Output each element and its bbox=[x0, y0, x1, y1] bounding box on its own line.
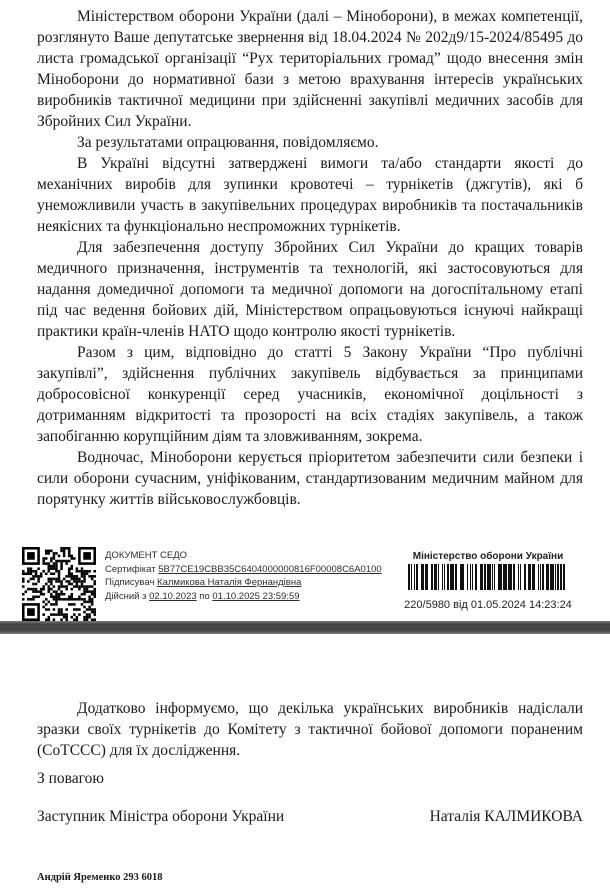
valid-mid-label: по bbox=[199, 590, 210, 602]
sedo-signature-stamp bbox=[22, 547, 382, 621]
sedo-validity-line bbox=[105, 590, 382, 604]
barcode-icon bbox=[378, 564, 598, 595]
paragraph-3: В Україні відсутні затверджені вимоги та/або стандарти якості до механічних виробів для зупинки кровотечі – турнікетів (джгутів), які б унеможливили участь в закупівельних процедурах виробників та постачальників неякісних та функціонально неспроможних турнікетів. bbox=[37, 155, 583, 235]
letter-body bbox=[37, 6, 583, 510]
closing-salutation: З повагою bbox=[37, 770, 104, 787]
executor-contact: Андрій Яременко 293 6018 bbox=[37, 872, 163, 883]
certificate-label: Сертифікат bbox=[105, 563, 156, 575]
signer-value: Калмикова Наталія Фернандівна bbox=[157, 577, 302, 588]
separator-bar bbox=[0, 621, 610, 634]
additional-paragraph: Додатково інформуємо, що декілька українських виробників надіслали зразки своїх турнікетів до Комітету з тактичної бойової допомоги пораненим (CoTCCC) для їх дослідження. bbox=[37, 700, 583, 759]
signer-position: Заступник Міністра оборони України bbox=[37, 808, 285, 825]
qr-code-icon bbox=[22, 547, 96, 621]
signature-row bbox=[37, 808, 583, 826]
valid-to: 01.10.2025 23:59:59 bbox=[212, 590, 300, 602]
sedo-certificate-line bbox=[105, 563, 382, 577]
sedo-title: ДОКУМЕНТ СЕДО bbox=[105, 550, 188, 561]
signer-name: Наталія КАЛМИКОВА bbox=[429, 808, 583, 825]
sedo-signer-line bbox=[105, 576, 382, 590]
paragraph-2: За результатами опрацювання, повідомляємо. bbox=[77, 134, 379, 151]
certificate-value: 5B77CE19CBB35C6404000000816F00008C6A0100 bbox=[158, 563, 382, 575]
paragraph-1: Міністерством оборони України (далі – Міноборони), в межах компетенції, розглянуто Ваше депутатське звернення від 18.04.2024 № 202д9/15-2024/85495 до листа громадської організації “Рух територіальних громад” щодо внесення змін Міноборони до нормативної бази з метою врахування інтересів українських виробників тактичної медицини при здійсненні закупівлі медичних засобів для Збройних Сил України. bbox=[37, 8, 583, 130]
registration-stamp bbox=[378, 551, 598, 611]
sedo-stamp-text bbox=[105, 547, 382, 621]
valid-label: Дійсний з bbox=[105, 590, 147, 602]
registration-number: 220/5980 від 01.05.2024 14:23:24 bbox=[404, 599, 572, 611]
valid-from: 02.10.2023 bbox=[149, 590, 197, 602]
paragraph-6: Водночас, Міноборони керується пріоритетом забезпечити сили безпеки і сили оборони сучасним, уніфікованим, стандартизованим медичним майном для порятунку життів військовослужбовців. bbox=[37, 449, 583, 508]
registration-organization: Міністерство оборони України bbox=[412, 551, 564, 562]
paragraph-5: Разом з цим, відповідно до статті 5 Закону України “Про публічні закупівлі”, здійснення публічних закупівель відбувається за принципами добросовісної конкуренції серед учасників, економічної доцільності з дотриманням відкритості та прозорості на всіх стадіях закупівель, а також запобіганню корупційним діям та зловживанням, зокрема. bbox=[37, 344, 583, 445]
signer-label: Підписувач bbox=[105, 577, 155, 588]
paragraph-4: Для забезпечення доступу Збройних Сил України до кращих товарів медичного призначення, інструментів та технологій, які застосовуються для надання домедичної допомоги та медичної допомоги на догоспітальному етапі під час ведення бойових дій, Міністерством опрацьовуються існуючі найкращі практики країн-членів НАТО щодо контролю якості турнікетів. bbox=[37, 239, 583, 340]
